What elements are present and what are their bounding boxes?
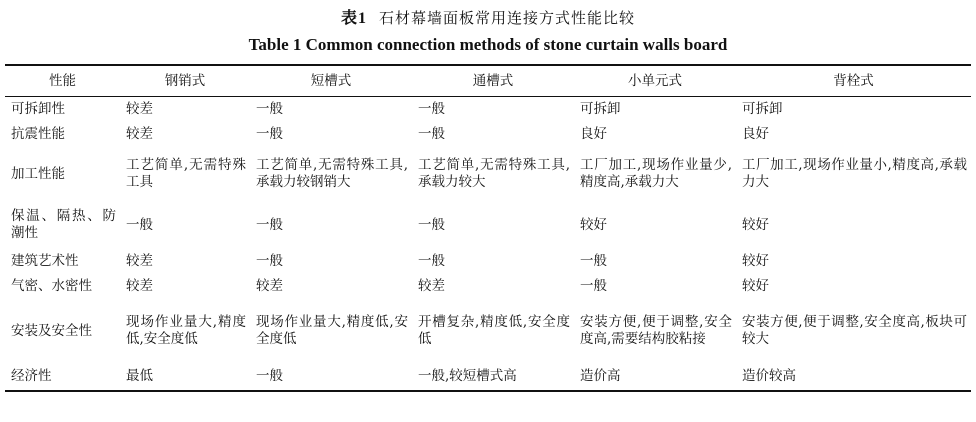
table-cell: 较差 — [126, 100, 153, 117]
table-caption-en: Table 1 Common connection methods of stone curtain walls board — [248, 35, 728, 54]
table-cell: 安装方便,便于调整,安全度高,板块可较大 — [742, 314, 967, 347]
table-cell: 一般 — [126, 216, 153, 233]
table-title-zh: 石材幕墙面板常用连接方式性能比较 — [379, 9, 636, 27]
table-cell: 较差 — [256, 277, 283, 294]
table-cell: 现场作业量大,精度低,安全度低 — [126, 314, 246, 347]
table-row — [5, 147, 971, 202]
table-cell: 一般 — [256, 125, 283, 142]
table-cell: 造价高 — [580, 368, 621, 384]
table-cell: 可拆卸 — [742, 100, 783, 117]
table-cell: 一般 — [580, 252, 607, 269]
header-row — [5, 65, 971, 97]
table-cell: 工厂加工,现场作业量小,精度高,承载力大 — [742, 157, 967, 190]
table-row — [5, 122, 971, 147]
row-label-cell: 加工性能 — [11, 165, 65, 182]
table-row — [5, 364, 971, 391]
row-label-cell: 气密、水密性 — [11, 277, 92, 294]
row-label-cell: 可拆卸性 — [11, 100, 65, 117]
table-row — [5, 249, 971, 274]
table-cell: 较差 — [418, 277, 445, 294]
table-cell: 一般 — [580, 277, 607, 294]
table-caption-zh — [0, 5, 976, 28]
row-label-cell: 保温、隔热、防潮性 — [11, 208, 116, 241]
table-cell: 较好 — [742, 216, 769, 233]
table-cell: 一般,较短槽式高 — [418, 368, 517, 384]
comparison-table — [5, 64, 971, 392]
table-cell: 一般 — [256, 216, 283, 233]
table-cell: 一般 — [418, 125, 445, 142]
row-label-cell: 安装及安全性 — [11, 322, 92, 339]
table-cell: 一般 — [256, 100, 283, 117]
table-row — [5, 299, 971, 364]
table-cell: 可拆卸 — [580, 100, 621, 117]
table-cell: 较好 — [742, 252, 769, 269]
row-label-cell: 建筑艺术性 — [11, 252, 79, 269]
table-cell: 工艺简单,无需特殊工具 — [126, 157, 246, 190]
table-cell: 一般 — [418, 252, 445, 269]
table-cell: 造价较高 — [742, 368, 796, 384]
header-cell: 钢销式 — [164, 72, 206, 89]
table-row — [5, 97, 971, 122]
table-cell: 现场作业量大,精度低,安全度低 — [256, 314, 408, 347]
table-cell: 工艺简单,无需特殊工具,承载力较钢销大 — [256, 157, 408, 190]
table-cell: 一般 — [418, 216, 445, 233]
table-cell: 较差 — [126, 252, 153, 269]
table-cell: 一般 — [256, 252, 283, 269]
table-row — [5, 202, 971, 249]
table-cell: 良好 — [580, 125, 607, 142]
header-cell: 短槽式 — [310, 72, 352, 89]
table-cell: 一般 — [418, 100, 445, 117]
table-cell: 最低 — [126, 368, 153, 384]
table-number: 表1 — [340, 10, 367, 27]
table-cell: 较好 — [580, 216, 607, 233]
table-cell: 开槽复杂,精度低,安全度低 — [418, 314, 570, 347]
table-cell: 一般 — [256, 368, 283, 384]
table-cell: 安装方便,便于调整,安全度高,需要结构胶粘接 — [580, 314, 732, 347]
table-cell: 较好 — [742, 277, 769, 294]
table-cell: 工厂加工,现场作业量少,精度高,承载力大 — [580, 157, 732, 190]
header-cell: 背栓式 — [833, 72, 874, 89]
table-cell: 较差 — [126, 125, 153, 142]
row-label-cell: 抗震性能 — [11, 125, 65, 142]
row-label-cell: 经济性 — [11, 368, 52, 384]
table-cell: 良好 — [742, 125, 769, 142]
table-cell: 较差 — [126, 277, 153, 294]
header-cell: 小单元式 — [628, 72, 682, 89]
table-cell: 工艺简单,无需特殊工具,承载力较大 — [418, 157, 570, 190]
header-cell: 性能 — [49, 72, 76, 89]
table-row — [5, 274, 971, 299]
header-cell: 通槽式 — [472, 72, 514, 89]
